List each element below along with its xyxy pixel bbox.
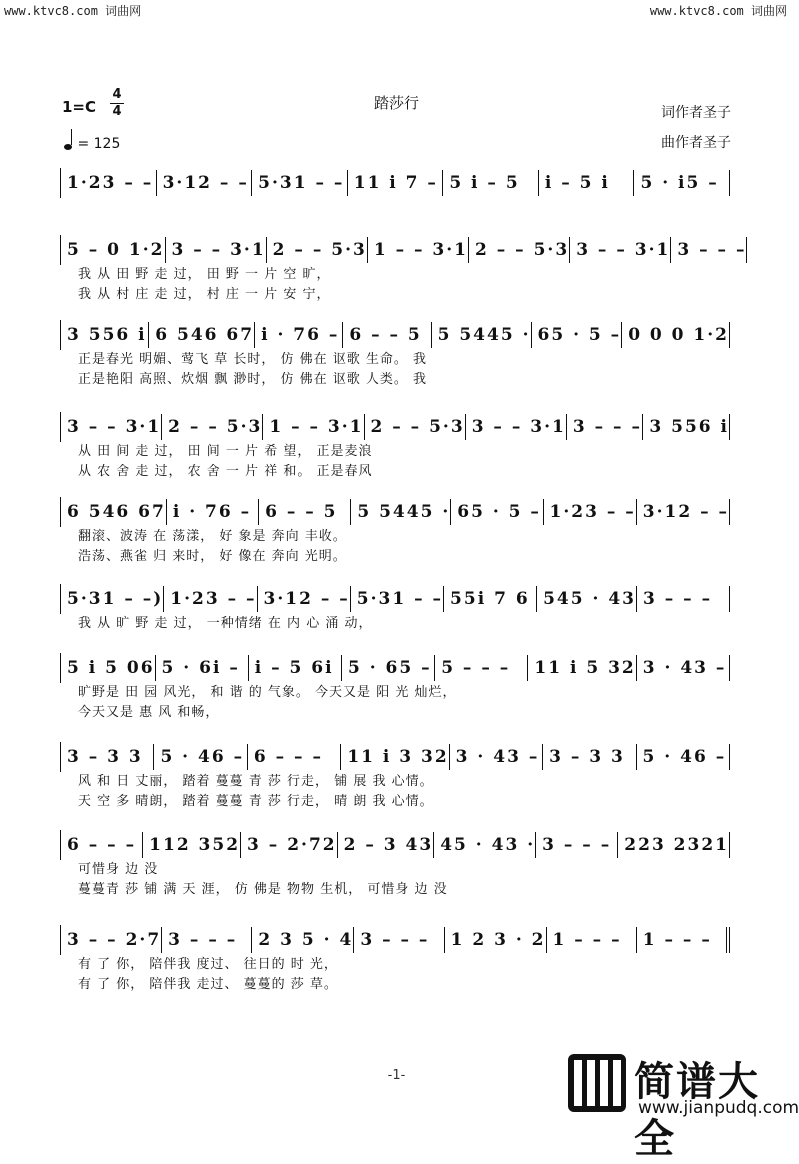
- measure: 65 · 5 –: [532, 322, 623, 348]
- measure: 6 – – –: [61, 832, 143, 858]
- measure: 1 – – –: [547, 927, 637, 953]
- lyric-line: 浩荡、燕雀 归 来时， 好 像在 奔向 光明。: [78, 549, 347, 564]
- measure: 1 – – 3·1: [368, 237, 469, 263]
- measure: 6 – – 5: [259, 499, 351, 525]
- measure: 3·12 – –: [157, 170, 253, 196]
- measure: 5 i 5 06: [61, 655, 156, 681]
- time-signature: [110, 88, 124, 119]
- lyricist-credit: 词作者圣子: [661, 105, 731, 121]
- measure: 5 – – –: [435, 655, 528, 681]
- music-system: [60, 320, 730, 390]
- measure: i · 76 –: [255, 322, 343, 348]
- measure: 5 5445 ·: [432, 322, 532, 348]
- page-number: -1-: [387, 1068, 406, 1083]
- measure: 3 · 43 –: [450, 744, 543, 770]
- lyric-line: 蔓蔓青 莎 铺 满 天 涯， 仿 佛是 物物 生机， 可惜身 边 没: [78, 882, 448, 897]
- measure: 2 – – 5·3: [469, 237, 570, 263]
- measure: 6 546 67: [61, 499, 167, 525]
- key-signature: 1=C: [62, 98, 97, 116]
- logo-url: www.jianpudq.com: [638, 1098, 799, 1118]
- measure: i – 5 i: [539, 170, 635, 196]
- measure: 2 – – 5·3: [267, 237, 368, 263]
- measure: 3 – – 2·7: [61, 927, 162, 953]
- measure: 1 – – 3·1: [263, 414, 364, 440]
- music-system: [60, 653, 730, 723]
- lyric-line: 今天又是 惠 风 和畅，: [78, 705, 220, 720]
- measure: 5 5445 ·: [351, 499, 451, 525]
- measure: 5 · 46 –: [637, 744, 730, 770]
- measure: 3 – – 3·1: [166, 237, 267, 263]
- measure: 5 – 0 1·2: [61, 237, 166, 263]
- measure: 223 2321: [618, 832, 730, 858]
- lyric-line: 可惜身 边 没: [78, 862, 159, 877]
- lyric-line: 天 空 多 晴朗， 踏着 蔓蔓 青 莎 行走， 晴 朗 我 心情。: [78, 794, 434, 809]
- measure: 112 352: [143, 832, 241, 858]
- measure: 65 · 5 –: [451, 499, 543, 525]
- measure: 1·23 – –: [61, 170, 157, 196]
- music-system: [60, 925, 730, 995]
- measure: 2 – 3 43: [338, 832, 435, 858]
- measure: 3 556 i: [61, 322, 149, 348]
- composer-credit: 曲作者圣子: [661, 135, 731, 151]
- measure: 3 – – 3·1: [570, 237, 671, 263]
- logo-text: 简谱大全: [634, 1059, 760, 1162]
- lyric-line: 翻滚、波涛 在 荡漾， 好 象是 奔向 丰收。: [78, 529, 347, 544]
- measure: 545 · 43: [537, 586, 637, 612]
- notation-line: [60, 830, 730, 860]
- lyric-line: 我 从 田 野 走 过， 田 野 一 片 空 旷，: [78, 267, 331, 282]
- music-system: [60, 412, 730, 482]
- measure: 3 – – –: [354, 927, 444, 953]
- measure: 3 – – –: [671, 237, 747, 263]
- lyric-line: 有 了 你， 陪伴我 走过、 蔓蔓的 莎 草。: [78, 977, 338, 992]
- measure: 3 – – –: [536, 832, 618, 858]
- music-system: [60, 742, 730, 812]
- measure: 3 – – 3·1: [466, 414, 567, 440]
- measure: 11 i 7 –: [348, 170, 444, 196]
- measure: 1 2 3 · 2: [445, 927, 547, 953]
- measure: 45 · 43 ·: [434, 832, 536, 858]
- notation-line: [60, 584, 730, 614]
- measure: 6 – – –: [248, 744, 341, 770]
- piano-icon: [568, 1054, 626, 1112]
- measure: 3 – 2·72: [241, 832, 338, 858]
- measure: 3·12 – –: [637, 499, 730, 525]
- site-header-right: www.ktvc8.com 词曲网: [649, 4, 787, 18]
- measure: 3 – 3 3: [543, 744, 636, 770]
- lyric-line: 有 了 你， 陪伴我 度过、 往日的 时 光，: [78, 957, 338, 972]
- measure: 5 · 6i –: [156, 655, 249, 681]
- music-system: [60, 235, 747, 305]
- notation-line: [60, 653, 730, 683]
- measure: 5 · 46 –: [154, 744, 247, 770]
- lyric-line: 我 从 村 庄 走 过， 村 庄 一 片 安 宁，: [78, 287, 331, 302]
- music-system: [60, 168, 730, 198]
- measure: 3 – – –: [567, 414, 644, 440]
- notation-line: [60, 320, 730, 350]
- lyric-line: 旷野是 田 园 风光， 和 谐 的 气象。 今天又是 阳 光 灿烂，: [78, 685, 457, 700]
- measure: 5 · i5 –: [634, 170, 730, 196]
- lyric-line: 我 从 旷 野 走 过， 一种情绪 在 内 心 涌 动，: [78, 616, 373, 631]
- measure: 1 – – –: [637, 927, 730, 953]
- measure: 55i 7 6: [444, 586, 537, 612]
- measure: 5 · 65 –: [342, 655, 435, 681]
- tempo-mark: [64, 132, 120, 152]
- time-sig-bottom: 4: [112, 104, 122, 119]
- measure: 1·23 – –: [544, 499, 637, 525]
- tempo-value: = 125: [77, 136, 121, 152]
- site-header-left: www.ktvc8.com 词曲网: [4, 4, 142, 18]
- music-system: [60, 830, 730, 900]
- measure: i · 76 –: [167, 499, 259, 525]
- notation-line: [60, 742, 730, 772]
- measure: 5·31 – –): [61, 586, 164, 612]
- lyric-line: 从 农 舍 走 过， 农 舍 一 片 祥 和。 正是春风: [78, 464, 373, 479]
- notation-line: [60, 235, 747, 265]
- measure: 3 556 i: [643, 414, 730, 440]
- measure: 6 – – 5: [343, 322, 431, 348]
- measure: 3 – – –: [637, 586, 730, 612]
- song-title: 踏莎行: [373, 94, 419, 112]
- measure: 6 546 67: [149, 322, 255, 348]
- measure: 2 3 5 · 4: [252, 927, 354, 953]
- measure: 2 – – 5·3: [365, 414, 466, 440]
- notation-line: [60, 925, 730, 955]
- measure: 2 – – 5·3: [162, 414, 263, 440]
- measure: 5 i – 5: [443, 170, 539, 196]
- measure: 3 – – 3·1: [61, 414, 162, 440]
- measure: 5·31 – –: [252, 170, 348, 196]
- lyric-line: 正是艳阳 高照、炊烟 飘 渺时， 仿 佛在 讴歌 人类。 我: [78, 372, 428, 387]
- measure: 0 0 0 1·2: [622, 322, 730, 348]
- music-system: [60, 584, 730, 634]
- time-sig-top: 4: [112, 87, 122, 102]
- notation-line: [60, 497, 730, 527]
- measure: i – 5 6i: [249, 655, 342, 681]
- measure: 11 i 5 32: [528, 655, 636, 681]
- measure: 11 i 3 32: [341, 744, 449, 770]
- measure: 1·23 – –: [164, 586, 257, 612]
- notation-line: [60, 412, 730, 442]
- lyric-line: 从 田 间 走 过， 田 间 一 片 希 望， 正是麦浪: [78, 444, 373, 459]
- measure: 3 · 43 –: [637, 655, 730, 681]
- measure: 5·31 – –: [351, 586, 444, 612]
- lyric-line: 风 和 日 丈丽， 踏着 蔓蔓 青 莎 行走， 铺 展 我 心情。: [78, 774, 434, 789]
- notation-line: [60, 168, 730, 198]
- measure: 3 – – –: [162, 927, 252, 953]
- music-system: [60, 497, 730, 567]
- site-logo: [568, 1050, 799, 1162]
- measure: 3·12 – –: [258, 586, 351, 612]
- measure: 3 – 3 3: [61, 744, 154, 770]
- lyric-line: 正是春光 明媚、莺飞 草 长时， 仿 佛在 讴歌 生命。 我: [78, 352, 428, 367]
